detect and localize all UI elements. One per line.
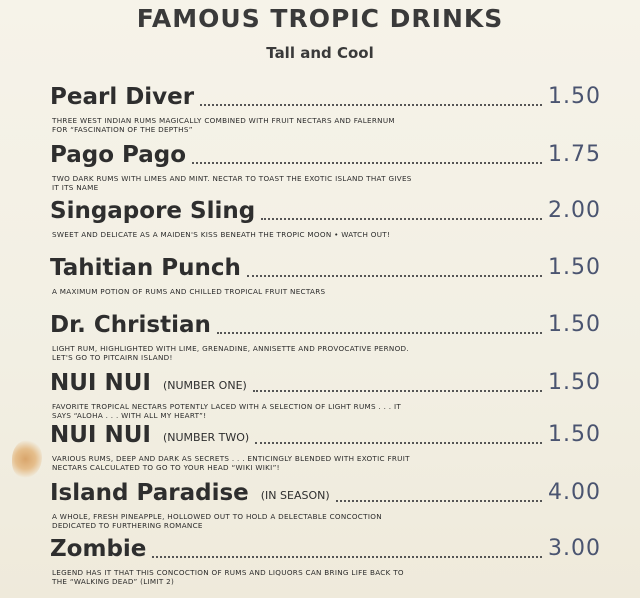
drink-price: 3.00	[548, 536, 601, 561]
drink-description: LEGEND HAS IT THAT THIS CONCOCTION OF RUMS AND LIQUORS CAN BRING LIFE BACK TO THE “WALKING DEAD” (LIMIT 2)	[52, 568, 404, 586]
drink-note: (NUMBER ONE)	[162, 379, 247, 392]
menu-item	[50, 474, 610, 532]
drink-price: 1.50	[548, 84, 601, 109]
stain-mark	[12, 440, 42, 478]
dot-leader	[152, 556, 542, 558]
drink-price: 2.00	[548, 198, 601, 223]
drink-description: A MAXIMUM POTION OF RUMS AND CHILLED TROPICAL FRUIT NECTARS	[52, 287, 326, 296]
drink-price: 1.50	[548, 255, 601, 280]
drink-description: LIGHT RUM, HIGHLIGHTED WITH LIME, GRENADINE, ANNISETTE AND PROVOCATIVE PERNOD. LET'S GO TO PITCAIRN ISLAND!	[52, 344, 409, 362]
drink-price: 4.00	[548, 480, 601, 505]
dot-leader	[336, 500, 542, 502]
menu-item	[50, 364, 610, 422]
drink-price: 1.50	[548, 422, 601, 447]
drink-description: THREE WEST INDIAN RUMS MAGICALLY COMBINED WITH FRUIT NECTARS AND FALERNUM FOR “FASCINATION OF THE DEPTHS”	[52, 116, 395, 134]
drink-price: 1.50	[548, 312, 601, 337]
dot-leader	[253, 390, 542, 392]
drink-name: Dr. Christian	[50, 312, 211, 338]
dot-leader	[247, 275, 542, 277]
drink-name: Pago Pago	[50, 142, 187, 168]
dot-leader	[255, 442, 542, 444]
drink-name: NUI NUI	[50, 370, 151, 396]
dot-leader	[200, 104, 542, 106]
drink-price: 1.50	[548, 370, 601, 395]
drink-note: (NUMBER TWO)	[162, 431, 250, 444]
menu-title: FAMOUS TROPIC DRINKS	[136, 4, 504, 33]
drink-name: Tahitian Punch	[50, 255, 241, 281]
menu-item	[50, 136, 610, 194]
drink-description: TWO DARK RUMS WITH LIMES AND MINT. NECTAR TO TOAST THE EXOTIC ISLAND THAT GIVES IT ITS NAME	[52, 174, 412, 192]
drink-description: VARIOUS RUMS, DEEP AND DARK AS SECRETS . . . ENTICINGLY BLENDED WITH EXOTIC FRUIT NECTARS CALCULATED TO GO TO YOUR HEAD “WIKI WIKI”!	[52, 454, 410, 472]
menu-item	[50, 249, 610, 307]
drink-name: Singapore Sling	[50, 198, 256, 224]
drink-price: 1.75	[548, 142, 601, 167]
menu-item	[50, 530, 610, 588]
drink-note: (IN SEASON)	[260, 489, 330, 502]
menu-item	[50, 78, 610, 136]
drink-name: Zombie	[50, 536, 147, 562]
dot-leader	[217, 332, 542, 334]
menu-item	[50, 416, 610, 474]
dot-leader	[192, 162, 542, 164]
drink-name: Pearl Diver	[50, 84, 195, 110]
menu-subtitle: Tall and Cool	[266, 44, 374, 62]
drink-name: NUI NUI	[50, 422, 151, 448]
drink-description: FAVORITE TROPICAL NECTARS POTENTLY LACED WITH A SELECTION OF LIGHT RUMS . . . IT SAYS “ALOHA . . . WITH ALL MY HEART”!	[52, 402, 402, 420]
drink-name: Island Paradise	[50, 480, 249, 506]
drink-description: A WHOLE, FRESH PINEAPPLE, HOLLOWED OUT TO HOLD A DELECTABLE CONCOCTION DEDICATED TO FURTHERING ROMANCE	[52, 512, 382, 530]
dot-leader	[261, 218, 542, 220]
menu-item	[50, 306, 610, 364]
drink-description: SWEET AND DELICATE AS A MAIDEN'S KISS BENEATH THE TROPIC MOON • WATCH OUT!	[52, 230, 391, 239]
menu-item	[50, 192, 610, 250]
